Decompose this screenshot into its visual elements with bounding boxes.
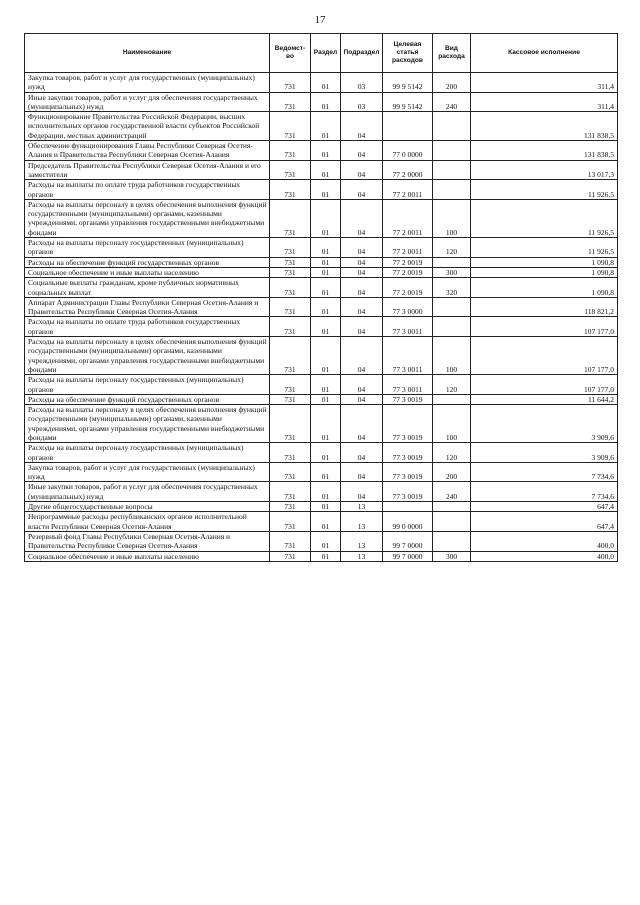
cell-cash-execution: 107 177,0: [471, 375, 618, 395]
cell-expense-type: 100: [433, 199, 471, 237]
cell-cash-execution: 400,0: [471, 531, 618, 551]
cell-target-article: 77 2 0019: [383, 267, 433, 277]
cell-name: Другие общегосударственные вопросы: [25, 502, 270, 512]
cell-department: 731: [270, 482, 311, 502]
cell-expense-type: 120: [433, 375, 471, 395]
cell-subsection: 04: [341, 160, 383, 180]
table-row: [25, 180, 618, 200]
cell-name: Обеспечение функционирования Главы Республики Северная Осетия-Алания и Правительства Республики Северная Осетия-Алания: [25, 141, 270, 161]
cell-expense-type: [433, 502, 471, 512]
table-row: [25, 443, 618, 463]
cell-section: 01: [311, 267, 341, 277]
cell-subsection: 04: [341, 180, 383, 200]
cell-name: Функционирование Правительства Российской Федерации, высших исполнительных органов государственной власти субъектов Российской Федерации, местных администраций: [25, 112, 270, 141]
cell-expense-type: [433, 394, 471, 404]
cell-name: Закупка товаров, работ и услуг для государственных (муниципальных) нужд: [25, 462, 270, 482]
cell-department: 731: [270, 278, 311, 298]
table-row: [25, 297, 618, 317]
table-row: [25, 92, 618, 112]
cell-target-article: 99 7 0000: [383, 531, 433, 551]
cell-subsection: 13: [341, 551, 383, 561]
cell-expense-type: 100: [433, 405, 471, 443]
budget-table: [24, 33, 618, 562]
cell-department: 731: [270, 92, 311, 112]
cell-department: 731: [270, 257, 311, 267]
cell-subsection: 04: [341, 257, 383, 267]
cell-expense-type: 100: [433, 337, 471, 375]
cell-expense-type: 120: [433, 238, 471, 258]
cell-name: Расходы на выплаты персоналу государственных (муниципальных) органов: [25, 238, 270, 258]
cell-section: 01: [311, 73, 341, 93]
cell-section: 01: [311, 238, 341, 258]
cell-department: 731: [270, 73, 311, 93]
cell-subsection: 04: [341, 394, 383, 404]
cell-cash-execution: 400,0: [471, 551, 618, 561]
cell-cash-execution: 647,4: [471, 502, 618, 512]
cell-name: Расходы на выплаты персоналу государственных (муниципальных) органов: [25, 443, 270, 463]
cell-cash-execution: 3 909,6: [471, 405, 618, 443]
table-row: [25, 160, 618, 180]
cell-section: 01: [311, 551, 341, 561]
cell-subsection: 04: [341, 337, 383, 375]
cell-name: Закупка товаров, работ и услуг для государственных (муниципальных) нужд: [25, 73, 270, 93]
cell-department: 731: [270, 297, 311, 317]
cell-department: 731: [270, 394, 311, 404]
column-header-section: Раздел: [311, 34, 341, 73]
cell-name: Расходы на выплаты персоналу государственных (муниципальных) органов: [25, 375, 270, 395]
cell-subsection: 04: [341, 141, 383, 161]
cell-department: 731: [270, 405, 311, 443]
table-row: [25, 512, 618, 532]
table-row: [25, 394, 618, 404]
cell-target-article: 77 2 0011: [383, 180, 433, 200]
cell-subsection: 04: [341, 443, 383, 463]
cell-target-article: [383, 502, 433, 512]
cell-section: 01: [311, 257, 341, 267]
cell-department: 731: [270, 112, 311, 141]
cell-expense-type: 320: [433, 278, 471, 298]
cell-target-article: 99 7 0000: [383, 551, 433, 561]
cell-department: 731: [270, 160, 311, 180]
cell-name: Расходы на обеспечение функций государственных органов: [25, 394, 270, 404]
cell-cash-execution: 311,4: [471, 92, 618, 112]
cell-expense-type: [433, 180, 471, 200]
table-row: [25, 531, 618, 551]
cell-target-article: 77 3 0011: [383, 317, 433, 337]
cell-section: 01: [311, 462, 341, 482]
cell-cash-execution: 107 177,0: [471, 317, 618, 337]
cell-expense-type: [433, 141, 471, 161]
cell-expense-type: [433, 257, 471, 267]
cell-cash-execution: 11 644,2: [471, 394, 618, 404]
cell-expense-type: [433, 317, 471, 337]
table-row: [25, 141, 618, 161]
page-number: 17: [314, 14, 326, 26]
cell-subsection: 04: [341, 462, 383, 482]
cell-name: Расходы на выплаты по оплате труда работников государственных органов: [25, 180, 270, 200]
cell-subsection: 03: [341, 92, 383, 112]
cell-department: 731: [270, 462, 311, 482]
cell-expense-type: 240: [433, 482, 471, 502]
cell-subsection: 13: [341, 502, 383, 512]
cell-target-article: 77 3 0019: [383, 405, 433, 443]
cell-section: 01: [311, 531, 341, 551]
cell-target-article: 77 3 0019: [383, 394, 433, 404]
cell-department: 731: [270, 443, 311, 463]
cell-section: 01: [311, 180, 341, 200]
cell-section: 01: [311, 405, 341, 443]
cell-section: 01: [311, 317, 341, 337]
cell-department: 731: [270, 199, 311, 237]
cell-expense-type: [433, 531, 471, 551]
cell-cash-execution: 1 090,8: [471, 257, 618, 267]
cell-target-article: 77 3 0011: [383, 375, 433, 395]
cell-cash-execution: 131 838,5: [471, 141, 618, 161]
cell-department: 731: [270, 141, 311, 161]
cell-subsection: 04: [341, 482, 383, 502]
cell-department: 731: [270, 551, 311, 561]
cell-section: 01: [311, 482, 341, 502]
table-row: [25, 257, 618, 267]
cell-target-article: 77 2 0019: [383, 257, 433, 267]
table-row: [25, 112, 618, 141]
cell-expense-type: [433, 160, 471, 180]
cell-subsection: 04: [341, 278, 383, 298]
cell-cash-execution: 118 821,2: [471, 297, 618, 317]
cell-department: 731: [270, 502, 311, 512]
cell-section: 01: [311, 297, 341, 317]
cell-name: Председатель Правительства Республики Северная Осетия-Алания и его заместители: [25, 160, 270, 180]
cell-section: 01: [311, 160, 341, 180]
cell-department: 731: [270, 375, 311, 395]
column-header-department: Ведомст-во: [270, 34, 311, 73]
cell-name: Расходы на выплаты персоналу в целях обеспечения выполнения функций государственными (муниципальными) органами, казенными учреждениями, органами управления государственными внебюджетными фондами: [25, 405, 270, 443]
cell-section: 01: [311, 112, 341, 141]
cell-name: Аппарат Администрации Главы Республики Северная Осетия-Алания и Правительства Республики Северная Осетия-Алания: [25, 297, 270, 317]
table-row: [25, 73, 618, 93]
cell-department: 731: [270, 180, 311, 200]
cell-subsection: 13: [341, 512, 383, 532]
cell-department: 731: [270, 317, 311, 337]
cell-name: Расходы на выплаты персоналу в целях обеспечения выполнения функций государственными (муниципальными) органами, казенными учреждениями, органами управления государственными внебюджетными фондами: [25, 199, 270, 237]
cell-cash-execution: 7 734,6: [471, 462, 618, 482]
cell-department: 731: [270, 531, 311, 551]
table-row: [25, 278, 618, 298]
cell-name: Иные закупки товаров, работ и услуг для обеспечения государственных (муниципальных) нужд: [25, 482, 270, 502]
cell-cash-execution: 13 017,3: [471, 160, 618, 180]
cell-name: Расходы на выплаты по оплате труда работников государственных органов: [25, 317, 270, 337]
table-row: [25, 375, 618, 395]
cell-cash-execution: 647,4: [471, 512, 618, 532]
cell-subsection: 04: [341, 317, 383, 337]
cell-subsection: 04: [341, 112, 383, 141]
cell-expense-type: 200: [433, 462, 471, 482]
cell-section: 01: [311, 278, 341, 298]
cell-target-article: 77 3 0011: [383, 337, 433, 375]
cell-section: 01: [311, 337, 341, 375]
cell-cash-execution: 131 838,5: [471, 112, 618, 141]
cell-name: Расходы на обеспечение функций государственных органов: [25, 257, 270, 267]
cell-subsection: 04: [341, 375, 383, 395]
cell-cash-execution: 11 926,5: [471, 180, 618, 200]
cell-cash-execution: 3 909,6: [471, 443, 618, 463]
cell-name: Социальное обеспечение и иные выплаты населению: [25, 551, 270, 561]
cell-section: 01: [311, 199, 341, 237]
cell-name: Социальное обеспечение и иные выплаты населению: [25, 267, 270, 277]
table-row: [25, 317, 618, 337]
column-header-expense-type: Вид расхода: [433, 34, 471, 73]
cell-target-article: 77 3 0019: [383, 482, 433, 502]
cell-name: Расходы на выплаты персоналу в целях обеспечения выполнения функций государственными (муниципальными) органами, казенными учреждениями, органами управления государственными внебюджетными фондами: [25, 337, 270, 375]
table-row: [25, 502, 618, 512]
cell-section: 01: [311, 443, 341, 463]
cell-expense-type: [433, 512, 471, 532]
cell-subsection: 04: [341, 297, 383, 317]
cell-expense-type: 120: [433, 443, 471, 463]
cell-expense-type: [433, 112, 471, 141]
cell-cash-execution: 1 090,8: [471, 267, 618, 277]
table-row: [25, 405, 618, 443]
cell-target-article: 99 9 5142: [383, 92, 433, 112]
cell-name: Резервный фонд Главы Республики Северная Осетия-Алания и Правительства Республики Северная Осетия-Алания: [25, 531, 270, 551]
cell-department: 731: [270, 512, 311, 532]
cell-name: Непрограммные расходы республиканских органов исполнительной власти Республики Северная Осетия-Алания: [25, 512, 270, 532]
column-header-target-article: Целевая статья расходов: [383, 34, 433, 73]
cell-department: 731: [270, 238, 311, 258]
cell-department: 731: [270, 267, 311, 277]
cell-target-article: 77 3 0019: [383, 443, 433, 463]
column-header-name: Наименование: [25, 34, 270, 73]
cell-target-article: 77 2 0019: [383, 278, 433, 298]
cell-subsection: 04: [341, 267, 383, 277]
cell-subsection: 04: [341, 238, 383, 258]
cell-cash-execution: 11 926,5: [471, 199, 618, 237]
cell-target-article: 99 9 5142: [383, 73, 433, 93]
cell-cash-execution: 7 734,6: [471, 482, 618, 502]
table-row: [25, 551, 618, 561]
cell-target-article: 77 2 0011: [383, 199, 433, 237]
cell-target-article: [383, 112, 433, 141]
cell-target-article: 77 3 0000: [383, 297, 433, 317]
cell-section: 01: [311, 92, 341, 112]
cell-cash-execution: 107 177,0: [471, 337, 618, 375]
table-row: [25, 267, 618, 277]
cell-expense-type: [433, 297, 471, 317]
cell-target-article: 99 0 0000: [383, 512, 433, 532]
cell-section: 01: [311, 502, 341, 512]
cell-target-article: 77 0 0000: [383, 141, 433, 161]
cell-cash-execution: 11 926,5: [471, 238, 618, 258]
column-header-subsection: Подраздел: [341, 34, 383, 73]
cell-name: Иные закупки товаров, работ и услуг для обеспечения государственных (муниципальных) нужд: [25, 92, 270, 112]
column-header-cash-execution: Кассовое исполнение: [471, 34, 618, 73]
cell-expense-type: 240: [433, 92, 471, 112]
cell-section: 01: [311, 141, 341, 161]
cell-expense-type: 300: [433, 551, 471, 561]
table-row: [25, 238, 618, 258]
table-row: [25, 337, 618, 375]
cell-target-article: 77 2 0011: [383, 238, 433, 258]
cell-subsection: 04: [341, 199, 383, 237]
cell-section: 01: [311, 375, 341, 395]
cell-cash-execution: 311,4: [471, 73, 618, 93]
cell-target-article: 77 2 0000: [383, 160, 433, 180]
cell-section: 01: [311, 394, 341, 404]
table-header-row: [25, 34, 618, 73]
cell-target-article: 77 3 0019: [383, 462, 433, 482]
cell-name: Социальные выплаты гражданам, кроме публичных нормативных социальных выплат: [25, 278, 270, 298]
cell-subsection: 03: [341, 73, 383, 93]
cell-expense-type: 300: [433, 267, 471, 277]
cell-subsection: 13: [341, 531, 383, 551]
cell-department: 731: [270, 337, 311, 375]
table-row: [25, 462, 618, 482]
cell-cash-execution: 1 090,8: [471, 278, 618, 298]
table-row: [25, 199, 618, 237]
cell-section: 01: [311, 512, 341, 532]
table-row: [25, 482, 618, 502]
cell-subsection: 04: [341, 405, 383, 443]
cell-expense-type: 200: [433, 73, 471, 93]
table-body: [25, 73, 618, 562]
